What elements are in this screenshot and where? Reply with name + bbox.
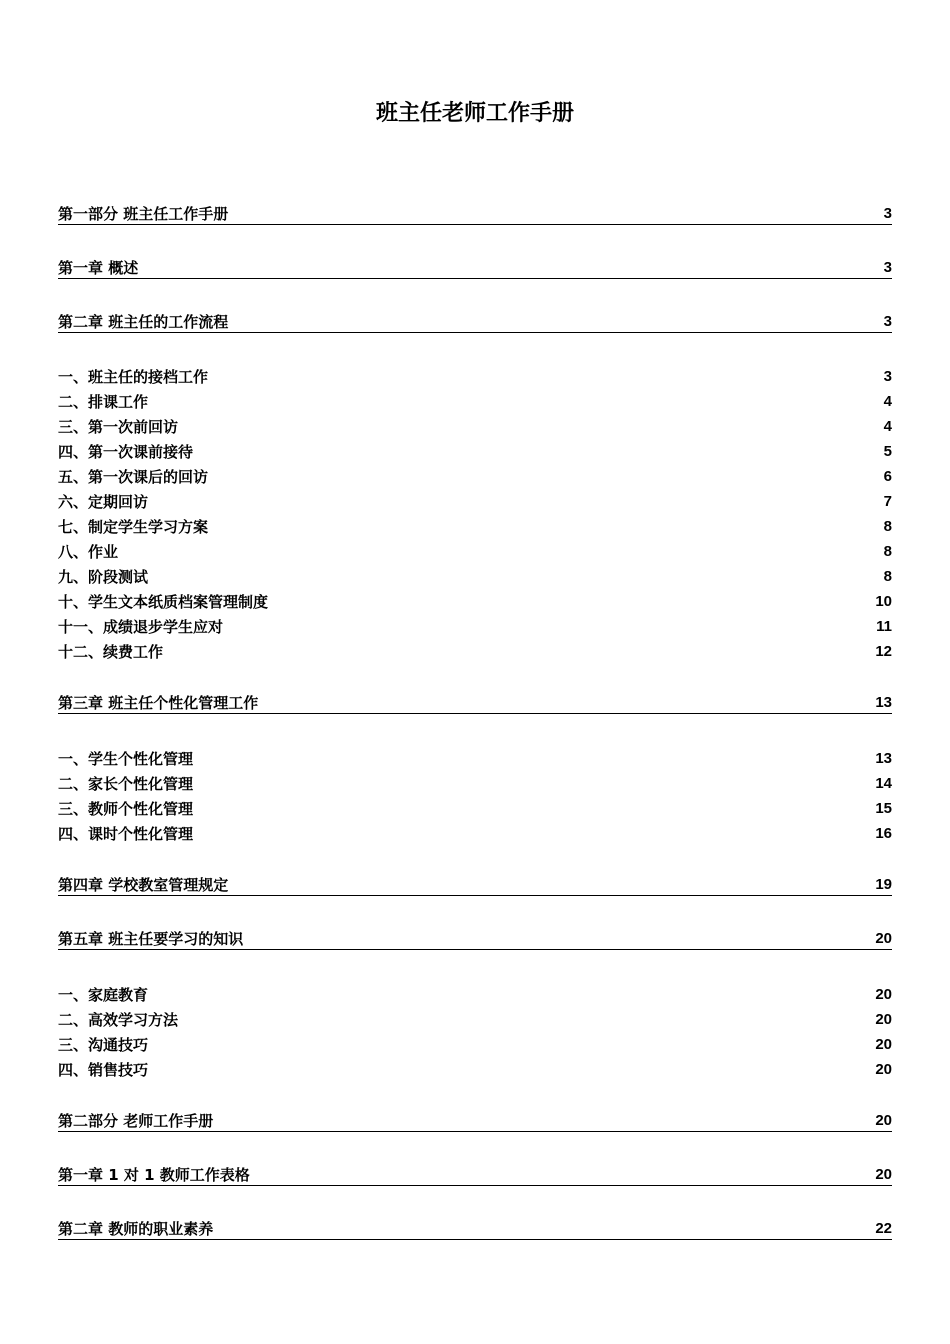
toc-entry-page: 7: [883, 493, 892, 510]
toc-entry-page: 20: [875, 1036, 892, 1053]
toc-entry-page: 8: [883, 568, 892, 585]
toc-entry-title: 第一部分 班主任工作手册: [58, 205, 229, 223]
toc-entry-section[interactable]: [58, 540, 892, 562]
toc-entry-section[interactable]: [58, 490, 892, 512]
toc-entry-title: 第二章 班主任的工作流程: [58, 313, 229, 331]
toc-entry-title: 四、销售技巧: [58, 1061, 149, 1079]
toc-entry-page: 11: [876, 618, 892, 635]
toc-entry-section[interactable]: [58, 1033, 892, 1055]
document-title: 班主任老师工作手册: [375, 101, 574, 126]
toc-entry-page: 20: [875, 1061, 892, 1078]
toc-entry-page: 20: [875, 1166, 892, 1183]
toc-entry-page: 8: [883, 543, 892, 560]
toc-entry-page: 6: [883, 468, 892, 485]
toc-entry-title: 第三章 班主任个性化管理工作: [58, 694, 259, 712]
toc-entry-part-2-chapter-2[interactable]: [58, 1218, 892, 1240]
toc-entry-title: 三、第一次前回访: [58, 418, 179, 436]
toc-entry-section[interactable]: [58, 1058, 892, 1080]
toc-entry-chapter-3[interactable]: [58, 692, 892, 714]
toc-entry-section[interactable]: [58, 515, 892, 537]
toc-entry-page: 10: [875, 593, 892, 610]
toc-entry-page: 13: [875, 694, 892, 711]
toc-entry-page: 20: [875, 930, 892, 947]
toc-entry-title: 五、第一次课后的回访: [58, 468, 209, 486]
toc-entry-part-2-chapter-1[interactable]: [58, 1164, 892, 1186]
toc-entry-title: 第二章 教师的职业素养: [58, 1220, 214, 1238]
toc-entry-title: 三、沟通技巧: [58, 1036, 149, 1054]
toc-entry-page: 20: [875, 986, 892, 1003]
toc-entry-page: 14: [875, 775, 892, 792]
toc-entry-page: 19: [875, 876, 892, 893]
toc-entry-page: 4: [883, 418, 892, 435]
toc-entry-title: 四、第一次课前接待: [58, 443, 194, 461]
toc-entry-title: 第二部分 老师工作手册: [58, 1112, 214, 1130]
toc-entry-title: 十、学生文本纸质档案管理制度: [58, 593, 269, 611]
toc-entry-title: 十二、续费工作: [58, 643, 164, 661]
toc-entry-title: 六、定期回访: [58, 493, 149, 511]
toc-entry-section[interactable]: [58, 983, 892, 1005]
toc-entry-part-1[interactable]: [58, 203, 892, 225]
toc-entry-section[interactable]: [58, 590, 892, 612]
toc-entry-title: 七、制定学生学习方案: [58, 518, 209, 536]
toc-entry-title: 二、高效学习方法: [58, 1011, 179, 1029]
toc-entry-title: 三、教师个性化管理: [58, 800, 194, 818]
toc-entry-page: 20: [875, 1112, 892, 1129]
toc-entry-chapter-2[interactable]: [58, 311, 892, 333]
toc-entry-title: 十一、成绩退步学生应对: [58, 618, 224, 636]
toc-entry-section[interactable]: [58, 797, 892, 819]
toc-entry-title: 第四章 学校教室管理规定: [58, 876, 229, 894]
toc-entry-page: 16: [875, 825, 892, 842]
toc-entry-page: 3: [883, 313, 892, 330]
toc-entry-title: 四、课时个性化管理: [58, 825, 194, 843]
toc-entry-section[interactable]: [58, 415, 892, 437]
toc-entry-title: 八、作业: [58, 543, 119, 561]
toc-entry-page: 5: [883, 443, 892, 460]
toc-entry-title: 一、学生个性化管理: [58, 750, 194, 768]
toc-entry-section[interactable]: [58, 772, 892, 794]
toc-entry-section[interactable]: [58, 440, 892, 462]
toc-entry-section[interactable]: [58, 390, 892, 412]
toc-entry-title: 一、家庭教育: [58, 986, 149, 1004]
toc-entry-section[interactable]: [58, 1008, 892, 1030]
toc-entry-page: 4: [883, 393, 892, 410]
toc-entry-chapter-1[interactable]: [58, 257, 892, 279]
toc-entry-page: 12: [875, 643, 892, 660]
toc-entry-section[interactable]: [58, 615, 892, 637]
toc-entry-section[interactable]: [58, 640, 892, 662]
toc-entry-page: 15: [875, 800, 892, 817]
toc-entry-chapter-5[interactable]: [58, 928, 892, 950]
toc-entry-title: 一、班主任的接档工作: [58, 368, 209, 386]
table-of-contents: [58, 0, 892, 1344]
toc-entry-page: 22: [875, 1220, 892, 1237]
toc-entry-section[interactable]: [58, 465, 892, 487]
toc-entry-title: 九、阶段测试: [58, 568, 149, 586]
toc-entry-title: 第一章 概述: [58, 259, 139, 277]
toc-entry-page: 13: [875, 750, 892, 767]
toc-entry-section[interactable]: [58, 365, 892, 387]
toc-entry-section[interactable]: [58, 565, 892, 587]
toc-entry-page: 8: [883, 518, 892, 535]
toc-entry-part-2[interactable]: [58, 1110, 892, 1132]
toc-entry-title: 二、家长个性化管理: [58, 775, 194, 793]
toc-entry-page: 20: [875, 1011, 892, 1028]
toc-entry-title: 二、排课工作: [58, 393, 149, 411]
toc-entry-section[interactable]: [58, 747, 892, 769]
toc-entry-section[interactable]: [58, 822, 892, 844]
toc-entry-title: 第一章 1 对 1 教师工作表格: [58, 1166, 250, 1184]
toc-entry-page: 3: [883, 259, 892, 276]
toc-entry-chapter-4[interactable]: [58, 874, 892, 896]
toc-entry-page: 3: [883, 368, 892, 385]
toc-entry-title: 第五章 班主任要学习的知识: [58, 930, 244, 948]
toc-entry-page: 3: [883, 205, 892, 222]
